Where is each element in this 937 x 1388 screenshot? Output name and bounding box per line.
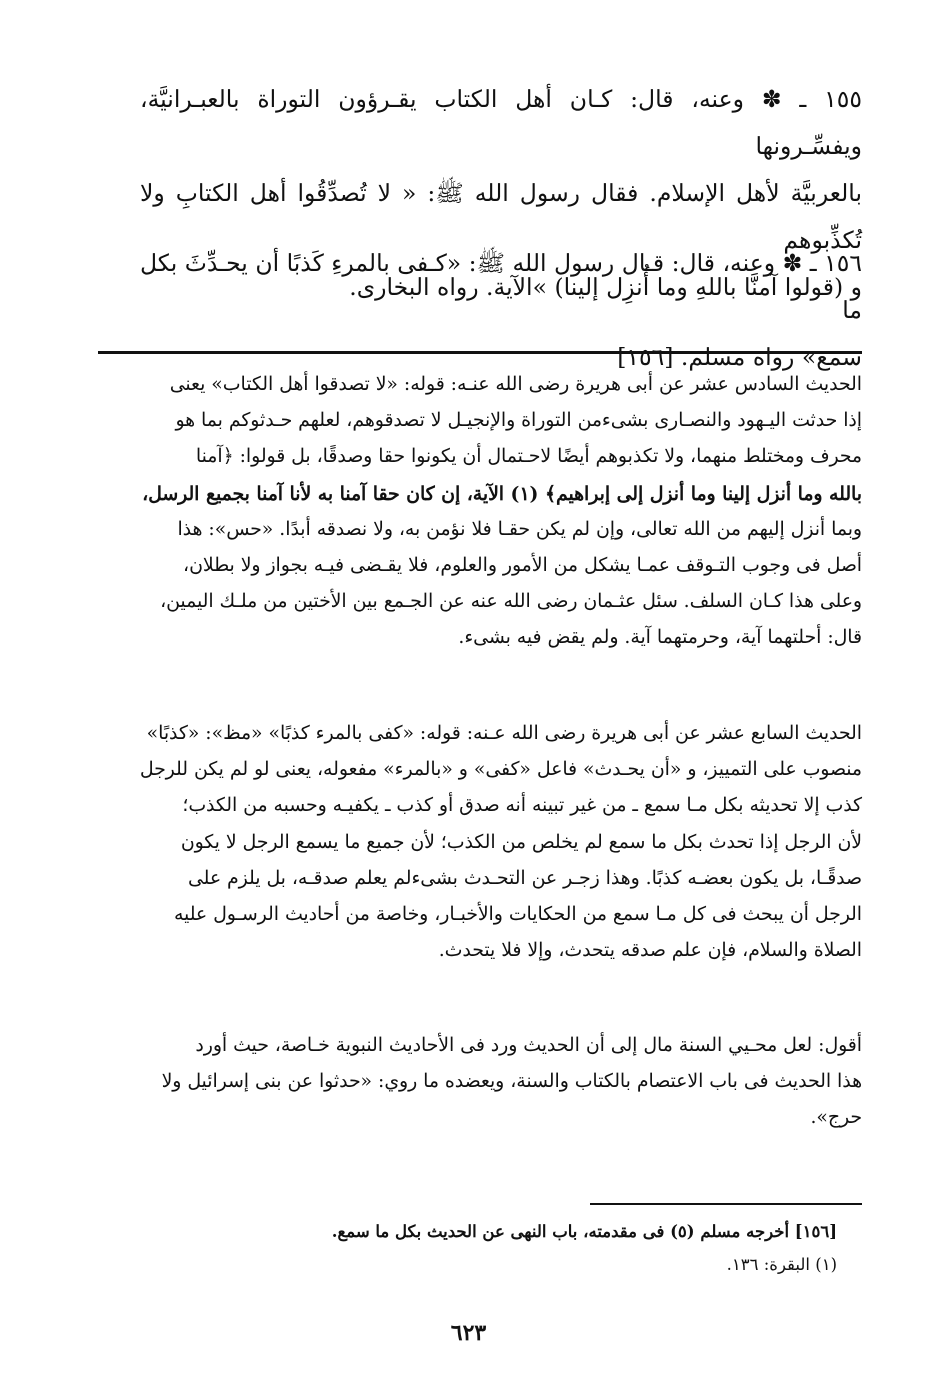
text-line: وبما أنزل إليهم من الله تعالى، وإن لم يكن حقـا فلا نؤمن به، ولا نصدقه أبدًا. «حس»: هذا — [177, 518, 862, 540]
text-line: أقول: لعل محـيي السنة مال إلى أن الحديث ورد فى الأحاديث النبوية خـاصة، حيث أورد — [195, 1035, 862, 1056]
text-line: ١٥٦ ـ ✽ وعنه، قال: قـال رسول الله ﷺ: «كـفى بالمرءِ كَذبًا أن يحـدِّثَ بكل ما — [140, 249, 862, 324]
text-line: الرجل أن يبحث فى كل مـا سمع من الحكايات والأخبـار، وخاصة من أحاديث الرسـول عليه — [173, 904, 862, 926]
text-line: صدقًـا، بل يكون بعضـه كذبًا. وهذا زجـر عن التحـدث بشىءلم يعلم صدقـه، بل يلزم على — [187, 867, 862, 889]
page-number: ٦٢٣ — [450, 1320, 487, 1346]
commentary-hadith-16 — [98, 367, 862, 657]
text-line: كذب إلا تحديثه بكل مـا سمع ـ من غير تبينه أنه صدق أو كذب ـ يكفيـه وحسبه من الكذب؛ — [182, 795, 862, 817]
text-line: لأن الرجل إذا تحدث بكل ما سمع لم يخلص من الكذب؛ لأن جميع ما يسمع الرجل لا يكون — [180, 831, 862, 853]
commentary-hadith-17 — [98, 716, 862, 969]
text-line: سمع» رواه مسلم. [١٥٦] — [617, 343, 862, 371]
footnote-divider — [590, 1203, 862, 1205]
text-line: هذا الحديث فى باب الاعتصام بالكتاب والسنة، ويعضده ما روي: «حدثوا عن بنى إسرائيل ولا — [161, 1071, 862, 1093]
commentary-author-note — [98, 1028, 862, 1137]
footnote-156: [١٥٦] أخرجه مسلم (٥) فى مقدمته، باب النهى عن الحديث بكل ما سمع. — [331, 1222, 837, 1241]
text-line: حرج». — [810, 1107, 862, 1129]
text-line: محرف ومختلط منهما، ولا تكذبوهم أيضًا لاحـتمال أن يكونوا حقا وصدقًا، بل قولوا: ﴿آمنا — [195, 446, 862, 468]
text-line: ١٥٥ ـ ✽ وعنه، قال: كـان أهل الكتاب يقـرؤون التوراة بالعبـرانيَّة، ويفسِّـرونها — [140, 85, 862, 160]
text-line: و (قولوا آمنَّا باللهِ وما أُنزِل إلينا) »الآية. رواه البخارى. — [349, 273, 862, 301]
section-divider — [98, 351, 862, 354]
text-line: منصوب على التمييز، و «أن يحـدث» فاعل «كفى» و «بالمرء» مفعوله، يعنى لو لم يكن للرجل — [139, 759, 862, 781]
text-line: أصل فى وجوب التـوقف عمـا يشكل من الأمور والعلوم، فلا يقـضى فيـه بجواز ولا بطلان، — [183, 555, 862, 577]
hadith-156 — [140, 240, 862, 381]
text-line: الصلاة والسلام، فإن علم صدقه يتحدث، وإلا فلا يتحدث. — [438, 940, 862, 962]
text-line: قال: أحلتهما آية، وحرمتهما آية. ولم يقض فيه بشىء. — [458, 627, 862, 649]
text-line: بالله وما أنزل إلينا وما أنزل إلى إبراهيم﴾ (١) الآية، إن كان حقا آمنا به لأنا آمنا بجميع الرسل، — [142, 482, 862, 505]
footnote-1: (١) البقرة: ١٣٦. — [726, 1255, 837, 1274]
text-line: إذا حدثت اليـهود والنصـارى بشىءمن التوراة والإنجيـل لا تصدقوهم، لعلهم حـدثوكم بما هو — [175, 410, 862, 432]
text-line: بالعربيَّة لأهل الإسلام. فقال رسول الله ﷺ: « لا تُصدِّقُوا أهل الكتابِ ولا تُكذِّبوهم — [140, 179, 862, 254]
text-line: الحديث السابع عشر عن أبى هريرة رضى الله عـنه: قوله: «كفى بالمرء كذبًا» «مظ»: «كذبًا» — [146, 723, 862, 744]
text-line: وعلى هذا كـان السلف. سئل عثـمان رضى الله عنه عن الجـمع بين الأختين من ملـك اليمين، — [160, 591, 862, 613]
text-line: الحديث السادس عشر عن أبى هريرة رضى الله عنـه: قوله: «لا تصدقوا أهل الكتاب» يعنى — [169, 374, 862, 395]
